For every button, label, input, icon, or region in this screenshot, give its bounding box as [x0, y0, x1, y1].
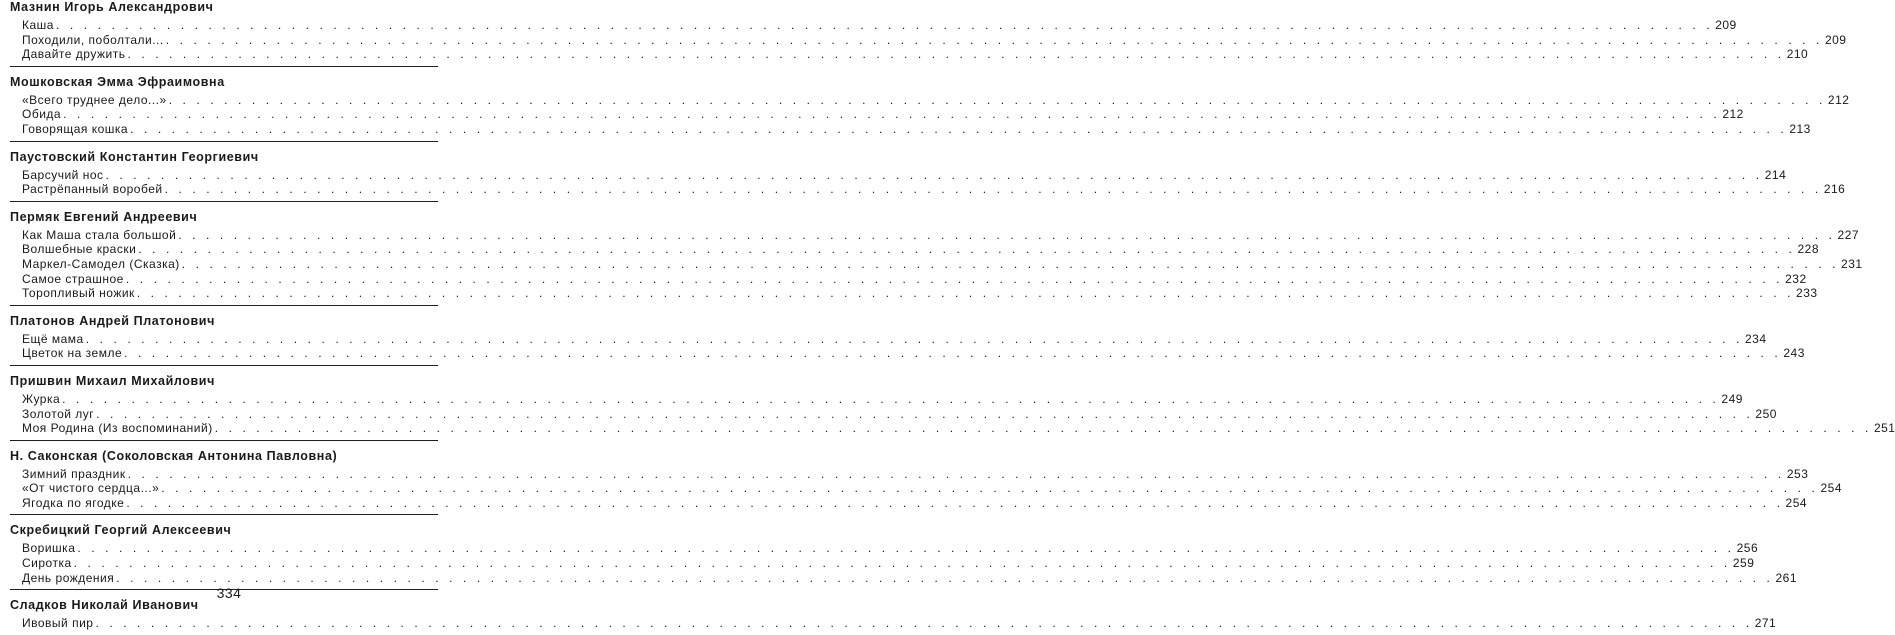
page-number: 334 [216, 585, 242, 601]
entry-page: 212 [1722, 107, 1744, 122]
entry-page: 254 [1785, 495, 1808, 510]
dot-leader: . . . . . . . . . . . . . . . . . . . . . . . . . . . . . . . . . . . . . . . . . . . . . . . . . . . . . . . . . . . . . . . . . . . . . . . . . . . . . . . . . . . . . . . . . . . . . . . . . . . . . . . . . . . . . . . . . . . . . . . . [161, 481, 1819, 496]
entry-page: 216 [1823, 182, 1846, 197]
toc-entry[interactable] [22, 242, 1820, 257]
toc-entry[interactable] [22, 556, 1755, 571]
entry-page: 234 [1744, 331, 1767, 346]
toc-entry[interactable] [22, 495, 1808, 511]
entry-list [10, 331, 1805, 365]
entry-title: «Всего труднее дело...» [22, 92, 167, 107]
dot-leader: . . . . . . . . . . . . . . . . . . . . . . . . . . . . . . . . . . . . . . . . . . . . . . . . . . . . . . . . . . . . . . . . . . . . . . . . . . . . . . . . . . . . . . . . . . . . . . . . . . . . . . . . . . . . . . . . . . . . . . . . [55, 18, 1714, 32]
toc-entry[interactable] [22, 421, 1895, 436]
toc-entry[interactable] [22, 47, 1809, 62]
dot-leader: . . . . . . . . . . . . . . . . . . . . . . . . . . . . . . . . . . . . . . . . . . . . . . . . . . . . . . . . . . . . . . . . . . . . . . . . . . . . . . . . . . . . . . . . . . . . . . . . . . . . . . . . . . . . . . . . . . . . . . . . [62, 391, 1720, 406]
entry-page: 256 [1736, 541, 1759, 556]
toc-section [10, 440, 1843, 515]
toc-entry[interactable] [22, 32, 1847, 48]
dot-leader: . . . . . . . . . . . . . . . . . . . . . . . . . . . . . . . . . . . . . . . . . . . . . . . . . . . . . . . . . . . . . . . . . . . . . . . . . . . . . . . . . . . . . . . . . . . . . . . . . . . . . . . . . . . . . . . . . . . . . . . . [127, 466, 1785, 481]
toc-entry[interactable] [22, 391, 1743, 407]
dot-leader: . . . . . . . . . . . . . . . . . . . . . . . . . . . . . . . . . . . . . . . . . . . . . . . . . . . . . . . . . . . . . . . . . . . . . . . . . . . . . . . . . . . . . . . . . . . . . . . . . . . . . . . . . . . . . . . . . . . . . . . . [165, 32, 1823, 47]
entry-title: Золотой луг [22, 406, 95, 421]
toc-entry[interactable] [22, 227, 1860, 243]
entry-title: Говорящая кошка [22, 121, 129, 136]
dot-leader: . . . . . . . . . . . . . . . . . . . . . . . . . . . . . . . . . . . . . . . . . . . . . . . . . . . . . . . . . . . . . . . . . . . . . . . . . . . . . . . . . . . . . . . . . . . . . . . . . . . . . . . . . . . . . . . . . . . . . . . . [136, 286, 1795, 301]
entry-page: 213 [1789, 121, 1811, 136]
author-heading: Мошковская Эмма Эфраимовна [10, 74, 225, 89]
dot-leader: . . . . . . . . . . . . . . . . . . . . . . . . . . . . . . . . . . . . . . . . . . . . . . . . . . . . . . . . . . . . . . . . . . . . . . . . . . . . . . . . . . . . . . . . . . . . . . . . . . . . . . . . . . . . . . . . . . . . . . . . [85, 331, 1743, 346]
entry-page: 271 [1754, 616, 1777, 631]
dot-leader: . . . . . . . . . . . . . . . . . . . . . . . . . . . . . . . . . . . . . . . . . . . . . . . . . . . . . . . . . . . . . . . . . . . . . . . . . . . . . . . . . . . . . . . . . . . . . . . . . . . . . . . . . . . . . . . . . . . . . . . . [96, 406, 1754, 421]
entry-page: 210 [1786, 47, 1809, 62]
entry-page: 212 [1827, 92, 1850, 107]
toc-section [10, 141, 1846, 201]
entry-page: 251 [1873, 421, 1895, 436]
toc-entry[interactable] [22, 92, 1850, 108]
entry-title: Растрёпанный воробей [22, 182, 163, 197]
author-heading: Пермяк Евгений Андреевич [10, 209, 198, 224]
dot-leader: . . . . . . . . . . . . . . . . . . . . . . . . . . . . . . . . . . . . . . . . . . . . . . . . . . . . . . . . . . . . . . . . . . . . . . . . . . . . . . . . . . . . . . . . . . . . . . . . . . . . . . . . . . . . . . . . . . . . . . . . [125, 271, 1784, 286]
entry-title: Воришка [22, 541, 76, 556]
dot-leader: . . . . . . . . . . . . . . . . . . . . . . . . . . . . . . . . . . . . . . . . . . . . . . . . . . . . . . . . . . . . . . . . . . . . . . . . . . . . . . . . . . . . . . . . . . . . . . . . . . . . . . . . . . . . . . . . . . . . . . . . [130, 121, 1788, 136]
entry-page: 209 [1824, 32, 1847, 47]
toc-entry[interactable] [22, 541, 1759, 556]
entry-page: 259 [1732, 556, 1755, 571]
entry-title: «От чистого сердца...» [22, 481, 160, 496]
toc-entry[interactable] [22, 121, 1811, 137]
toc-entry[interactable] [22, 346, 1805, 361]
entry-list [10, 616, 1777, 635]
dot-leader: . . . . . . . . . . . . . . . . . . . . . . . . . . . . . . . . . . . . . . . . . . . . . . . . . . . . . . . . . . . . . . . . . . . . . . . . . . . . . . . . . . . . . . . . . . . . . . . . . . . . . . . . . . . . . . . . . . . . . . . . [63, 107, 1721, 122]
author-heading: Платонов Андрей Платонович [10, 313, 215, 328]
dot-leader: . . . . . . . . . . . . . . . . . . . . . . . . . . . . . . . . . . . . . . . . . . . . . . . . . . . . . . . . . . . . . . . . . . . . . . . . . . . . . . . . . . . . . . . . . . . . . . . . . . . . . . . . . . . . . . . . . . . . . . . . [73, 556, 1731, 571]
toc-section [10, 0, 1847, 66]
toc-section [10, 305, 1805, 365]
entry-page: 261 [1775, 570, 1798, 585]
toc-section [10, 365, 1895, 440]
toc-entry[interactable] [22, 616, 1777, 631]
entry-page: 231 [1841, 256, 1863, 271]
author-heading: Скребицкий Георгий Алексеевич [10, 523, 232, 538]
entry-list [10, 466, 1843, 515]
toc-entry[interactable] [22, 331, 1767, 347]
entry-title: Волшебные краски [22, 242, 137, 257]
entry-title: Торопливый ножик [22, 286, 135, 301]
entry-title: Каша [22, 18, 54, 32]
author-heading: Н. Саконская (Соколовская Антонина Павловна) [10, 448, 338, 463]
entry-title: Зимний праздник [22, 466, 126, 481]
dot-leader: . . . . . . . . . . . . . . . . . . . . . . . . . . . . . . . . . . . . . . . . . . . . . . . . . . . . . . . . . . . . . . . . . . . . . . . . . . . . . . . . . . . . . . . . . . . . . . . . . . . . . . . . . . . . . . . . . . . . . . . . [95, 616, 1753, 631]
toc-entry[interactable] [22, 271, 1807, 287]
entry-page: 243 [1783, 346, 1805, 361]
entry-title: Маркел-Самодел (Сказка) [22, 256, 180, 271]
entry-title: Обида [22, 107, 62, 122]
entry-list [10, 227, 1863, 305]
dot-leader: . . . . . . . . . . . . . . . . . . . . . . . . . . . . . . . . . . . . . . . . . . . . . . . . . . . . . . . . . . . . . . . . . . . . . . . . . . . . . . . . . . . . . . . . . . . . . . . . . . . . . . . . . . . . . . . . . . . . . . . . [126, 495, 1784, 510]
entry-page: 228 [1797, 242, 1820, 257]
toc-entry[interactable] [22, 182, 1846, 197]
entry-page: 227 [1837, 227, 1860, 242]
dot-leader: . . . . . . . . . . . . . . . . . . . . . . . . . . . . . . . . . . . . . . . . . . . . . . . . . . . . . . . . . . . . . . . . . . . . . . . . . . . . . . . . . . . . . . . . . . . . . . . . . . . . . . . . . . . . . . . . . . . . . . . . [138, 242, 1796, 257]
entry-title: Походили, поболтали... [22, 32, 164, 47]
entry-list [10, 92, 1850, 141]
entry-title: Давайте дружить [22, 47, 126, 62]
entry-page: 249 [1721, 391, 1743, 406]
dot-leader: . . . . . . . . . . . . . . . . . . . . . . . . . . . . . . . . . . . . . . . . . . . . . . . . . . . . . . . . . . . . . . . . . . . . . . . . . . . . . . . . . . . . . . . . . . . . . . . . . . . . . . . . . . . . . . . . . . . . . . . . [77, 541, 1735, 556]
entry-title: Сиротка [22, 556, 72, 571]
entry-title: День рождения [22, 570, 115, 585]
toc-entry[interactable] [22, 167, 1787, 183]
entry-title: Ивовый пир [22, 616, 94, 631]
entry-list [10, 541, 1798, 589]
entry-title: Моя Родина (Из воспоминаний) [22, 421, 213, 436]
entry-title: Журка [22, 391, 61, 406]
dot-leader: . . . . . . . . . . . . . . . . . . . . . . . . . . . . . . . . . . . . . . . . . . . . . . . . . . . . . . . . . . . . . . . . . . . . . . . . . . . . . . . . . . . . . . . . . . . . . . . . . . . . . . . . . . . . . . . . . . . . . . . . [127, 47, 1785, 62]
toc-entry[interactable] [22, 570, 1798, 586]
entry-title: Самое страшное [22, 271, 124, 286]
entry-page: 214 [1764, 167, 1787, 182]
entry-title: Как Маша стала большой [22, 227, 177, 242]
toc-entry[interactable] [22, 256, 1863, 272]
entry-list [10, 18, 1847, 66]
dot-leader: . . . . . . . . . . . . . . . . . . . . . . . . . . . . . . . . . . . . . . . . . . . . . . . . . . . . . . . . . . . . . . . . . . . . . . . . . . . . . . . . . . . . . . . . . . . . . . . . . . . . . . . . . . . . . . . . . . . . . . . . [105, 167, 1763, 182]
toc-section [10, 201, 1863, 305]
entry-list [10, 167, 1846, 201]
dot-leader: . . . . . . . . . . . . . . . . . . . . . . . . . . . . . . . . . . . . . . . . . . . . . . . . . . . . . . . . . . . . . . . . . . . . . . . . . . . . . . . . . . . . . . . . . . . . . . . . . . . . . . . . . . . . . . . . . . . . . . . . [164, 182, 1822, 197]
dot-leader: . . . . . . . . . . . . . . . . . . . . . . . . . . . . . . . . . . . . . . . . . . . . . . . . . . . . . . . . . . . . . . . . . . . . . . . . . . . . . . . . . . . . . . . . . . . . . . . . . . . . . . . . . . . . . . . . . . . . . . . . [124, 346, 1782, 361]
toc-entry[interactable] [22, 466, 1809, 482]
entry-title: Барсучий нос [22, 167, 104, 182]
dot-leader: . . . . . . . . . . . . . . . . . . . . . . . . . . . . . . . . . . . . . . . . . . . . . . . . . . . . . . . . . . . . . . . . . . . . . . . . . . . . . . . . . . . . . . . . . . . . . . . . . . . . . . . . . . . . . . . . . . . . . . . . [178, 227, 1836, 242]
entry-page: 232 [1785, 271, 1807, 286]
entry-title: Ещё мама [22, 331, 84, 346]
entry-title: Цветок на земле [22, 346, 123, 361]
dot-leader: . . . . . . . . . . . . . . . . . . . . . . . . . . . . . . . . . . . . . . . . . . . . . . . . . . . . . . . . . . . . . . . . . . . . . . . . . . . . . . . . . . . . . . . . . . . . . . . . . . . . . . . . . . . . . . . . . . . . . . . . [181, 256, 1840, 271]
dot-leader: . . . . . . . . . . . . . . . . . . . . . . . . . . . . . . . . . . . . . . . . . . . . . . . . . . . . . . . . . . . . . . . . . . . . . . . . . . . . . . . . . . . . . . . . . . . . . . . . . . . . . . . . . . . . . . . . . . . . . . . . [116, 570, 1774, 585]
author-heading: Паустовский Константин Георгиевич [10, 149, 259, 164]
entry-list [10, 391, 1895, 440]
dot-leader: . . . . . . . . . . . . . . . . . . . . . . . . . . . . . . . . . . . . . . . . . . . . . . . . . . . . . . . . . . . . . . . . . . . . . . . . . . . . . . . . . . . . . . . . . . . . . . . . . . . . . . . . . . . . . . . . . . . . . . . . [214, 421, 1872, 436]
toc-entry[interactable] [22, 406, 1777, 422]
toc-section [10, 66, 1850, 141]
toc-entry[interactable] [22, 286, 1818, 301]
entry-page: 250 [1755, 406, 1777, 421]
author-heading: Мазнин Игорь Александрович [10, 0, 214, 14]
table-of-contents [10, 0, 1895, 635]
author-heading: Сладков Николай Иванович [10, 598, 199, 613]
entry-page: 209 [1715, 18, 1737, 32]
entry-page: 254 [1820, 481, 1843, 496]
author-heading: Пришвин Михаил Михайлович [10, 373, 215, 388]
toc-entry[interactable] [22, 107, 1744, 122]
toc-entry[interactable] [22, 481, 1843, 496]
toc-section [10, 514, 1798, 589]
entry-page: 233 [1796, 286, 1818, 301]
entry-title: Ягодка по ягодке [22, 495, 125, 510]
entry-page: 253 [1786, 466, 1809, 481]
toc-entry[interactable] [22, 18, 1737, 33]
dot-leader: . . . . . . . . . . . . . . . . . . . . . . . . . . . . . . . . . . . . . . . . . . . . . . . . . . . . . . . . . . . . . . . . . . . . . . . . . . . . . . . . . . . . . . . . . . . . . . . . . . . . . . . . . . . . . . . . . . . . . . . . [168, 92, 1826, 107]
